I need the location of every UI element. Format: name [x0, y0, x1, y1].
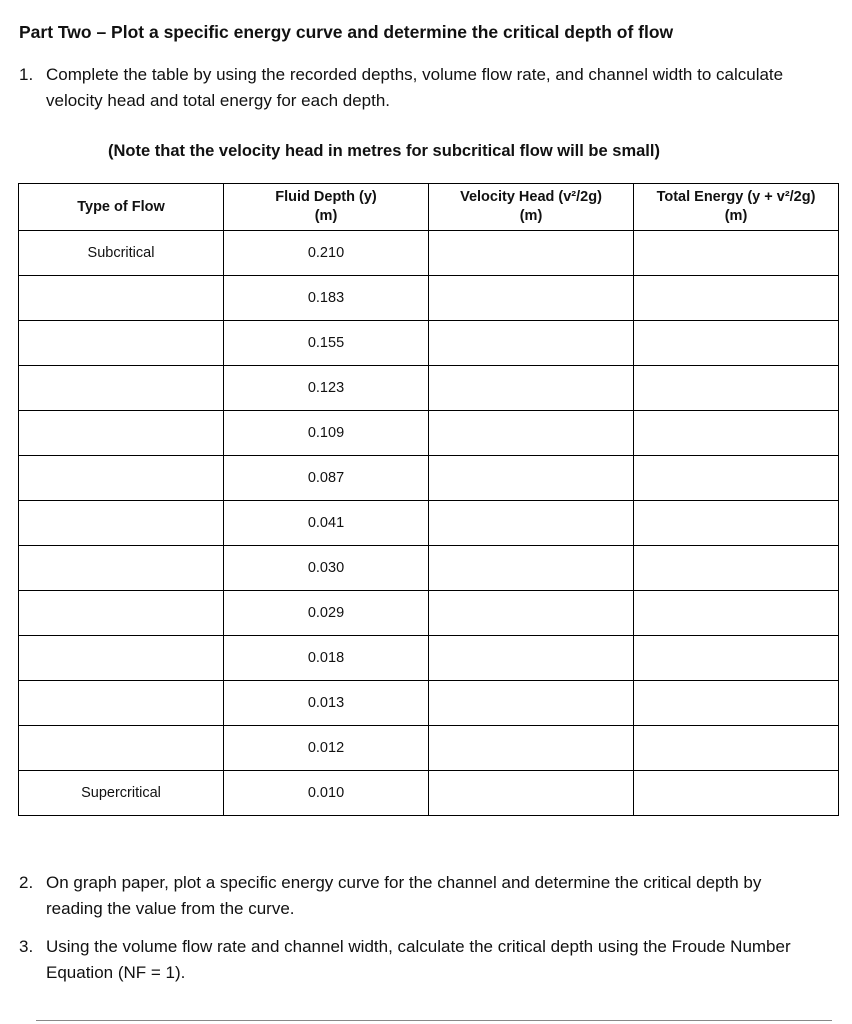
total-energy-cell[interactable] — [634, 771, 839, 816]
total-energy-cell[interactable] — [634, 231, 839, 276]
question-3-number: 3. — [19, 937, 34, 956]
total-energy-cell[interactable] — [634, 681, 839, 726]
table-row — [19, 726, 839, 771]
question-1 — [19, 62, 819, 114]
flow-type-cell: Supercritical — [19, 771, 224, 816]
header-vh-label: Velocity Head (v²/2g) — [460, 189, 602, 205]
velocity-head-cell[interactable] — [429, 681, 634, 726]
flow-type-cell — [19, 501, 224, 546]
table-body — [19, 231, 839, 816]
flow-type-cell — [19, 636, 224, 681]
table-row — [19, 411, 839, 456]
velocity-head-cell[interactable] — [429, 636, 634, 681]
table-header-row — [19, 184, 839, 231]
fluid-depth-cell: 0.087 — [224, 456, 429, 501]
fluid-depth-cell: 0.013 — [224, 681, 429, 726]
table-row — [19, 366, 839, 411]
velocity-head-cell[interactable] — [429, 546, 634, 591]
header-vh-unit: (m) — [519, 208, 543, 224]
fluid-depth-cell: 0.183 — [224, 276, 429, 321]
question-3 — [19, 934, 819, 986]
total-energy-cell[interactable] — [634, 726, 839, 771]
page-divider — [36, 1020, 832, 1021]
velocity-head-cell[interactable] — [429, 321, 634, 366]
total-energy-cell[interactable] — [634, 456, 839, 501]
header-depth-label: Fluid Depth (y) — [275, 189, 377, 205]
velocity-head-cell[interactable] — [429, 771, 634, 816]
header-fluid-depth — [224, 184, 429, 231]
header-total-energy — [634, 184, 839, 231]
fluid-depth-cell: 0.123 — [224, 366, 429, 411]
total-energy-cell[interactable] — [634, 501, 839, 546]
table-row — [19, 321, 839, 366]
flow-type-cell — [19, 276, 224, 321]
total-energy-cell[interactable] — [634, 411, 839, 456]
note-text: (Note that the velocity head in metres for subcritical flow will be small) — [108, 142, 660, 160]
header-te-unit: (m) — [724, 208, 748, 224]
velocity-head-cell[interactable] — [429, 366, 634, 411]
fluid-depth-cell: 0.010 — [224, 771, 429, 816]
header-velocity-head — [429, 184, 634, 231]
table-row — [19, 546, 839, 591]
question-3-text: Using the volume flow rate and channel width, calculate the critical depth using the Froude Number Equation (NF = 1). — [46, 937, 791, 982]
table-row — [19, 681, 839, 726]
flow-type-cell — [19, 456, 224, 501]
question-1-text: Complete the table by using the recorded depths, volume flow rate, and channel width to calculate velocity head and total energy for each depth. — [46, 65, 784, 110]
flow-type-cell: Subcritical — [19, 231, 224, 276]
total-energy-cell[interactable] — [634, 546, 839, 591]
velocity-head-cell[interactable] — [429, 276, 634, 321]
question-2-number: 2. — [19, 873, 34, 892]
flow-type-cell — [19, 321, 224, 366]
table-row — [19, 771, 839, 816]
flow-type-cell — [19, 546, 224, 591]
fluid-depth-cell: 0.030 — [224, 546, 429, 591]
fluid-depth-cell: 0.155 — [224, 321, 429, 366]
velocity-head-cell[interactable] — [429, 726, 634, 771]
total-energy-cell[interactable] — [634, 276, 839, 321]
page-heading: Part Two – Plot a specific energy curve and determine the critical depth of flow — [19, 22, 674, 42]
velocity-head-cell[interactable] — [429, 231, 634, 276]
header-depth-unit: (m) — [314, 208, 338, 224]
table-row — [19, 591, 839, 636]
energy-table — [18, 183, 839, 816]
question-2 — [19, 870, 819, 922]
total-energy-cell[interactable] — [634, 321, 839, 366]
total-energy-cell[interactable] — [634, 591, 839, 636]
flow-type-cell — [19, 591, 224, 636]
table-row — [19, 501, 839, 546]
flow-type-cell — [19, 411, 224, 456]
header-te-label: Total Energy (y + v²/2g) — [656, 189, 816, 205]
velocity-head-cell[interactable] — [429, 456, 634, 501]
total-energy-cell[interactable] — [634, 636, 839, 681]
question-2-text: On graph paper, plot a specific energy curve for the channel and determine the critical depth by reading the value from the curve. — [46, 873, 762, 918]
table-row — [19, 231, 839, 276]
table-row — [19, 456, 839, 501]
velocity-head-cell[interactable] — [429, 591, 634, 636]
table-row — [19, 276, 839, 321]
header-type-of-flow — [19, 184, 224, 231]
question-1-number: 1. — [19, 65, 34, 84]
total-energy-cell[interactable] — [634, 366, 839, 411]
velocity-head-cell[interactable] — [429, 411, 634, 456]
flow-type-cell — [19, 726, 224, 771]
fluid-depth-cell: 0.012 — [224, 726, 429, 771]
flow-type-cell — [19, 681, 224, 726]
fluid-depth-cell: 0.029 — [224, 591, 429, 636]
fluid-depth-cell: 0.041 — [224, 501, 429, 546]
header-type-label: Type of Flow — [77, 198, 165, 215]
table-row — [19, 636, 839, 681]
fluid-depth-cell: 0.210 — [224, 231, 429, 276]
fluid-depth-cell: 0.018 — [224, 636, 429, 681]
velocity-head-cell[interactable] — [429, 501, 634, 546]
fluid-depth-cell: 0.109 — [224, 411, 429, 456]
flow-type-cell — [19, 366, 224, 411]
